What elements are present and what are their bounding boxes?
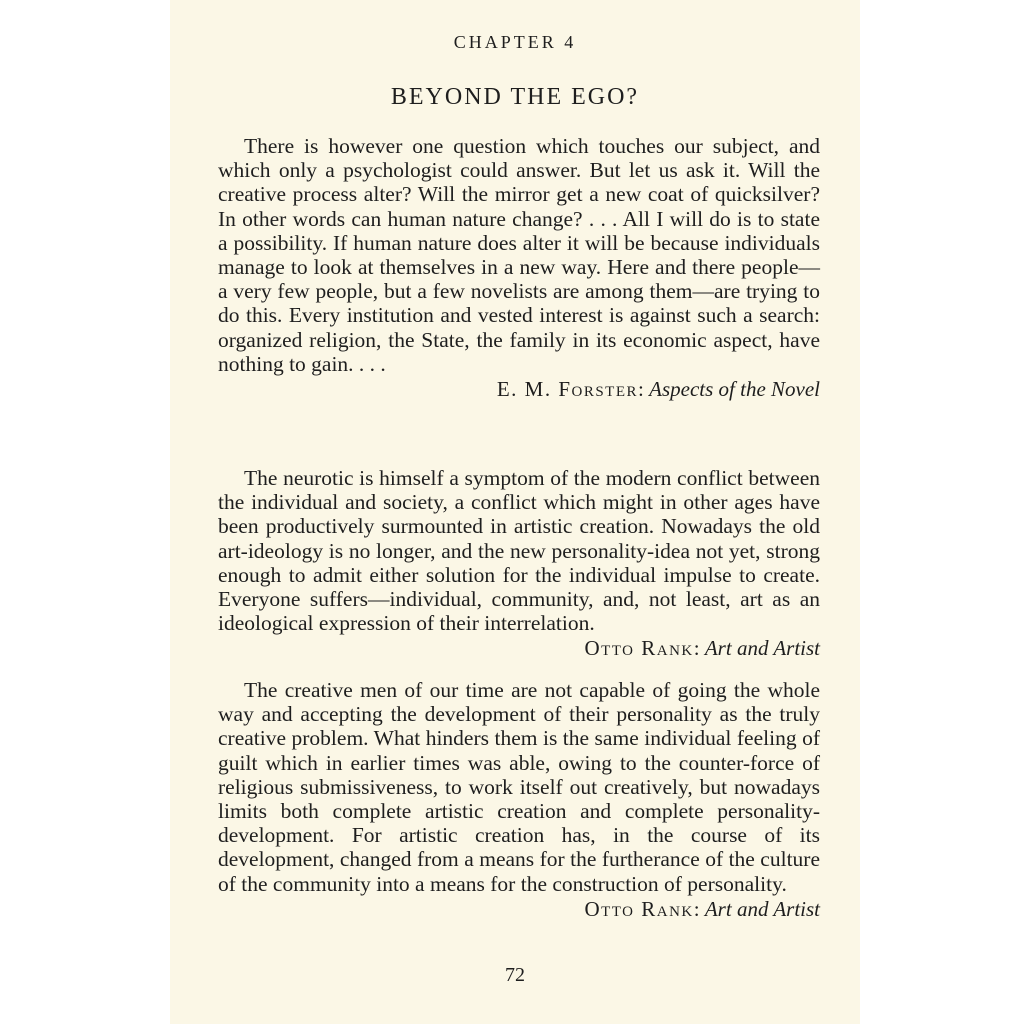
attribution-separator: : <box>693 636 705 661</box>
quote-text: The neurotic is himself a symptom of the modern conflict between the individual and society, a conflict which might in other ages have been productively surmounted in artistic creation. Nowadays the old art-ideology is no longer, and the new personality-idea not yet, strong enough to admit either solution for the individual impulse to create. Everyone suffers—individual, community, and, not least, art as an ideological expression of their interrelation. <box>218 466 820 636</box>
quote-work-title: Art and Artist <box>704 636 820 661</box>
quote-text: The creative men of our time are not capable of going the whole way and accepting the development of their personality as the truly creative problem. What hinders them is the same individual feeling of guilt which in earlier times was able, owing to the counter-force of religious submissiveness, to work itself out creatively, but nowadays limits both complete artistic creation and complete personality-development. For artistic creation has, in the course of its development, changed from a means for the furtherance of the culture of the community into a means for the construction of personality. <box>218 678 820 896</box>
quote-author: Otto Rank <box>584 896 694 921</box>
attribution-separator: : <box>638 377 650 402</box>
page-number: 72 <box>505 964 525 986</box>
quote-work-title: Art and Artist <box>704 896 820 921</box>
quote-text: There is however one question which touches our subject, and which only a psychologist could answer. But let us ask it. Will the creative process alter? Will the mirror get a new coat of quicksilver? In other words can human nature change? . . . All I will do is to state a possibility. If human nature does alter it will be because individuals manage to look at themselves in a new way. Here and there people—a very few people, but a few novelists are among them—are trying to do this. Every institution and vested interest is against such a search: organized religion, the State, the family in its economic aspect, have nothing to gain. . . . <box>218 134 820 376</box>
quote-author: E. M. Forster <box>496 377 639 402</box>
quote-attribution <box>218 635 820 661</box>
quote-work-title: Aspects of the Novel <box>649 377 820 402</box>
chapter-label: CHAPTER 4 <box>453 32 577 52</box>
quote-attribution <box>218 376 820 402</box>
chapter-title: BEYOND THE EGO? <box>390 84 640 110</box>
epigraph-quote <box>218 134 820 402</box>
epigraph-quote <box>218 466 820 661</box>
quote-author: Otto Rank <box>584 636 694 661</box>
attribution-separator: : <box>693 896 705 921</box>
book-page <box>170 0 860 1024</box>
epigraph-quote <box>218 678 820 922</box>
quote-attribution <box>218 896 820 922</box>
